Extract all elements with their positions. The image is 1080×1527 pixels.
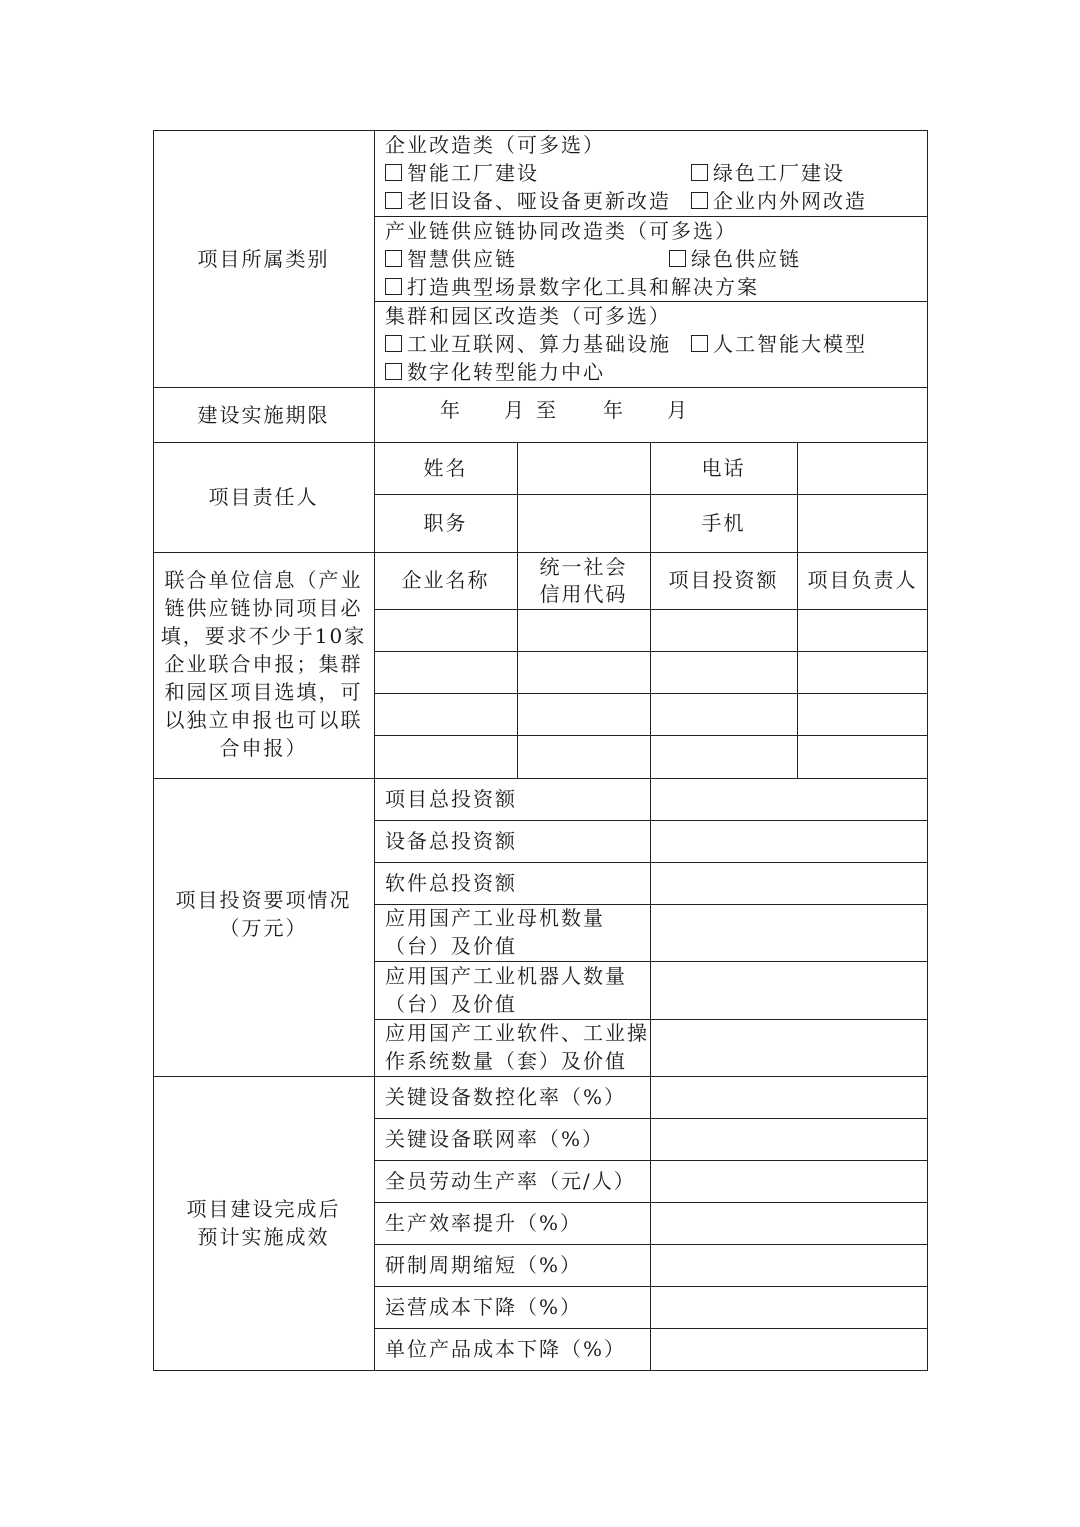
investment-value-input[interactable] [651, 962, 927, 1019]
checkbox-icon[interactable] [385, 250, 402, 267]
table-row[interactable] [375, 652, 927, 693]
category-label: 项目所属类别 [197, 247, 330, 271]
investment-value-input[interactable] [651, 779, 927, 820]
effect-value-input[interactable] [651, 1287, 927, 1328]
checkbox-icon[interactable] [385, 278, 402, 295]
col-project-leader: 项目负责人 [807, 568, 918, 592]
table-border-right [927, 130, 928, 1371]
checkbox-icon[interactable] [385, 192, 402, 209]
investment-item: （台）及价值 [385, 992, 517, 1016]
investment-value-input[interactable] [651, 1020, 927, 1076]
col-credit-code: 统一社会 [539, 555, 628, 579]
table-row[interactable] [375, 736, 927, 778]
checkbox-icon[interactable] [385, 164, 402, 181]
effect-label-line: 项目建设完成后 [186, 1197, 341, 1221]
investment-item: 作系统数量（套）及价值 [385, 1049, 627, 1073]
effect-value-input[interactable] [651, 1161, 927, 1202]
option-industrial-internet[interactable]: 工业互联网、算力基础设施 [385, 330, 671, 358]
investment-item: 应用国产工业软件、工业操 [385, 1021, 649, 1045]
option-smart-supply-chain[interactable]: 智慧供应链 [385, 245, 517, 273]
checkbox-icon[interactable] [385, 363, 402, 380]
investment-value-input[interactable] [651, 821, 927, 862]
effect-value-input[interactable] [651, 1329, 927, 1370]
investment-value-input[interactable] [651, 905, 927, 961]
option-ai-model[interactable]: 人工智能大模型 [691, 330, 867, 358]
effect-item: 单位产品成本下降（%） [385, 1337, 627, 1361]
period-end-month-unit: 月 [667, 398, 689, 422]
checkbox-icon[interactable] [669, 250, 686, 267]
effect-item: 研制周期缩短（%） [385, 1253, 583, 1277]
phone-label: 电话 [701, 456, 746, 480]
joint-label-line: 和园区项目选填，可 [164, 680, 363, 704]
investment-item: （台）及价值 [385, 934, 517, 958]
effect-item: 全员劳动生产率（元/人） [385, 1169, 636, 1193]
application-form-table [153, 130, 928, 1371]
effect-value-input[interactable] [651, 1203, 927, 1244]
section-divider [153, 387, 928, 388]
option-smart-factory[interactable]: 智能工厂建设 [385, 159, 539, 187]
effect-item: 关键设备数控化率（%） [385, 1085, 627, 1109]
table-row[interactable] [375, 610, 927, 651]
investment-item: 应用国产工业机器人数量 [385, 964, 627, 988]
effect-item: 运营成本下降（%） [385, 1295, 583, 1319]
period-to: 至 [536, 398, 558, 422]
cluster-heading: 集群和园区改造类（可多选） [385, 304, 671, 328]
joint-label-line: 企业联合申报；集群 [164, 652, 363, 676]
period-start-year-unit: 年 [440, 398, 462, 422]
effect-label-line: 预计实施成效 [197, 1225, 330, 1249]
responsible-label: 项目责任人 [208, 485, 319, 509]
checkbox-icon[interactable] [691, 164, 708, 181]
joint-label-line: 联合单位信息（产业 [164, 568, 363, 592]
checkbox-icon[interactable] [691, 192, 708, 209]
table-border-bottom [153, 1370, 928, 1371]
period-start-month-unit: 月 [504, 398, 526, 422]
option-digital-tools[interactable]: 打造典型场景数字化工具和解决方案 [385, 273, 759, 301]
effect-value-input[interactable] [651, 1245, 927, 1286]
col-investment: 项目投资额 [668, 568, 779, 592]
enterprise-heading: 企业改造类（可多选） [385, 133, 605, 157]
option-green-factory[interactable]: 绿色工厂建设 [691, 159, 845, 187]
investment-item: 项目总投资额 [385, 787, 517, 811]
period-end-year-unit: 年 [603, 398, 625, 422]
joint-label-line: 合申报） [219, 736, 308, 760]
investment-item: 软件总投资额 [385, 871, 517, 895]
joint-label-line: 链供应链协同项目必 [164, 596, 363, 620]
joint-label-line: 填，要求不少于10家 [160, 624, 367, 648]
supply-chain-heading: 产业链供应链协同改造类（可多选） [385, 219, 737, 243]
investment-value-input[interactable] [651, 863, 927, 904]
investment-label-line: （万元） [219, 916, 308, 940]
name-input[interactable] [518, 443, 650, 494]
option-transformation-center[interactable]: 数字化转型能力中心 [385, 358, 605, 386]
investment-item: 设备总投资额 [385, 829, 517, 853]
mobile-input[interactable] [798, 495, 927, 552]
option-network-upgrade[interactable]: 企业内外网改造 [691, 187, 867, 215]
col-credit-code: 信用代码 [539, 582, 628, 606]
option-green-supply-chain[interactable]: 绿色供应链 [669, 245, 801, 273]
position-label: 职务 [423, 511, 468, 535]
col-company-name: 企业名称 [401, 568, 490, 592]
name-label: 姓名 [423, 456, 468, 480]
investment-item: 应用国产工业母机数量 [385, 906, 605, 930]
effect-value-input[interactable] [651, 1119, 927, 1160]
mobile-label: 手机 [701, 511, 746, 535]
effect-item: 关键设备联网率（%） [385, 1127, 605, 1151]
option-equipment-upgrade[interactable]: 老旧设备、哑设备更新改造 [385, 187, 671, 215]
effect-value-input[interactable] [651, 1077, 927, 1118]
joint-label-line: 以独立申报也可以联 [164, 708, 363, 732]
phone-input[interactable] [798, 443, 927, 494]
investment-label-line: 项目投资要项情况 [175, 888, 352, 912]
period-label: 建设实施期限 [197, 403, 330, 427]
position-input[interactable] [518, 495, 650, 552]
checkbox-icon[interactable] [691, 335, 708, 352]
effect-item: 生产效率提升（%） [385, 1211, 583, 1235]
table-row[interactable] [375, 694, 927, 735]
checkbox-icon[interactable] [385, 335, 402, 352]
